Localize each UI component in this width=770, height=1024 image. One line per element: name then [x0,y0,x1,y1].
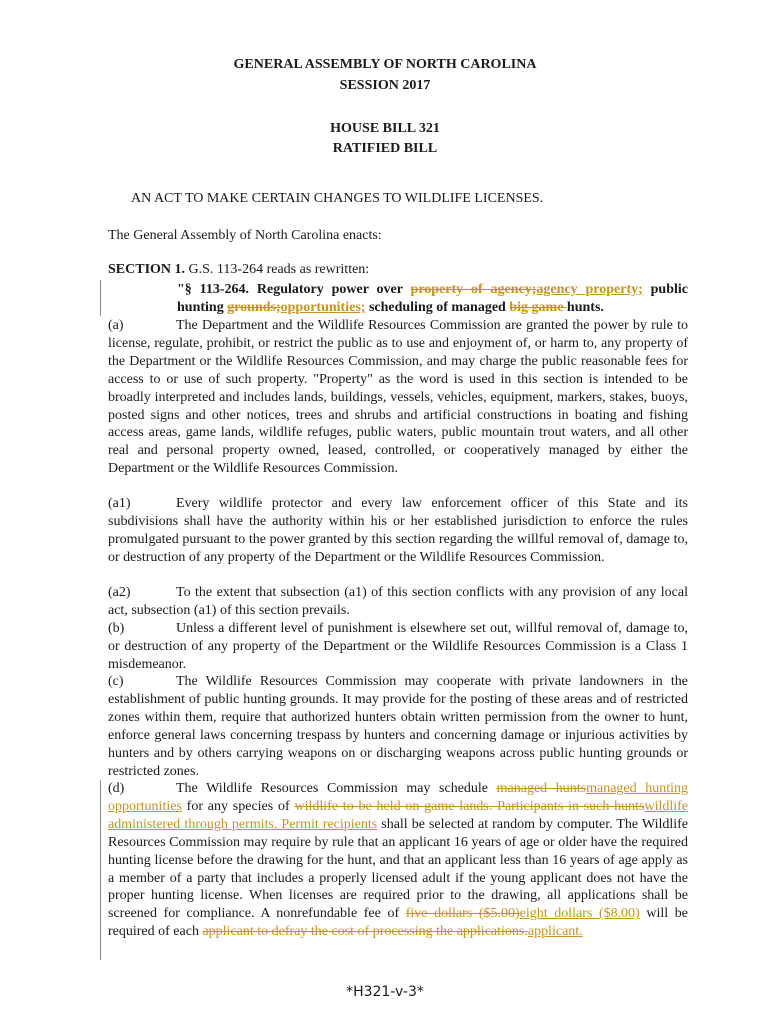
deleted-text: five dollars ($5.00) [405,906,520,922]
subsection-a1 [108,495,688,567]
subsection-text: Unless a different level of punishment is elsewhere set out, willful removal of, damage to, or destruction of any property of the Department or the Wildlife Resources Commission is a Class 1 misdemeanor. [108,621,688,672]
subsection-b [108,620,688,674]
inserted-text: wildlife administered through permits. Permit recipients [108,798,688,832]
document-footer-code: *H321-v-3* [346,984,424,1000]
bill-status: RATIFIED BILL [332,141,438,156]
section-1-intro [108,262,369,278]
subsection-label: (a2) [108,585,131,600]
subsection-label: (c) [108,674,124,689]
deleted-text: managed hunts [496,781,587,796]
section-intro-text: G.S. 113-264 reads as rewritten: [185,262,370,277]
deleted-text: property of agency; [410,282,537,297]
enacting-clause: The General Assembly of North Carolina enacts: [108,228,382,243]
subsection-a [108,317,688,478]
subsection-text: The Wildlife Resources Commission may cooperate with private landowners in the establishment of public hunting grounds. It may provide for the posting of these areas and of restricted zones within them, require that authorized hunters obtain written permission from the owner to hunt, enforce general laws concerning trespass by hunters and concerning damage or injurious activities by hunters and by others carrying weapons on or discharging weapons across public hunting grounds or restricted zones. [108,674,688,779]
inserted-text: opportunities; [280,300,366,315]
session-title: SESSION 2017 [339,78,431,93]
subsection-c [108,673,688,780]
subsection-text: To the extent that subsection (a1) of this section conflicts with any provision of any local act, subsection (a1) of this section prevails. [108,585,688,618]
inserted-text: applicant. [527,924,583,940]
act-title: AN ACT TO MAKE CERTAIN CHANGES TO WILDLIFE LICENSES. [131,191,544,206]
section-label: SECTION 1. [108,262,186,277]
inserted-text: agency property; [536,282,643,297]
inserted-text: eight dollars ($8.00) [519,906,640,922]
statute-heading: "§ 113-264. Regulatory power over property of agency;agency property; public hunting grounds;opportunities; scheduling of managed big game hunts. [177,282,688,315]
deleted-text: big game [509,300,567,315]
subsection-label: (a1) [108,496,131,511]
assembly-title: GENERAL ASSEMBLY OF NORTH CAROLINA [233,57,537,72]
subsection-label: (d) [108,781,125,796]
inserted-text: managed hunting opportunities [108,781,689,814]
change-bar [100,280,101,316]
subsection-a2 [108,584,688,620]
subsection-label: (b) [108,621,125,636]
subsection-text: The Department and the Wildlife Resources Commission are granted the power by rule to license, regulate, prohibit, or restrict the public as to use and enjoyment of, or harm to, any property of the Department or the Wildlife Resources Commission, and may charge the public reasonable fees for access to or use of such property. "Property" as the word is used in this section is intended to be broadly interpreted and includes lands, buildings, vessels, vehicles, equipment, markers, stakes, buoys, posted signs and other notices, trees and shrubs and artificial constructions in boating and fishing access areas, game lands, wildlife refuges, public waters, public mountain trout waters, and all other real and personal property owned, leased, controlled, or cooperatively managed by either the Department or the Wildlife Resources Commission. [108,318,688,477]
deleted-text: wildlife to be held on game lands. Participants in such hunts [294,798,645,814]
subsection-d: (d) The Wildlife Resources Commission may schedule managed huntsmanaged hunting opportunities for any species of wildlife to be held on game lands. Participants in such huntswildlife administered through permits. Permit recipients shall be selected at random by computer. The Wildlife Resources Commission may require by rule that an applicant 16 years of age or older have the required hunting license before the drawing for the hunt, and that an applicant less than 16 years of age apply as a member of a party that includes a properly licensed adult if the young applicant does not have the proper hunting license. When licenses are required prior to the drawing, all applications shall be screened for compliance. A nonrefundable fee of five dollars ($5.00)eight dollars ($8.00) will be required of each applicant to defray the cost of processing the applications.applicant. [108,781,689,940]
subsection-text: Every wildlife protector and every law enforcement officer of this State and its subdivisions shall have the authority within his or her established jurisdiction to enforce the rules promulgated pursuant to the power granted by this section regarding the willful removal of, damage to, or destruction of any property of the Department or the Wildlife Resources Commission. [108,496,688,565]
subsection-label: (a) [108,318,124,333]
change-bar [100,780,101,960]
bill-number: HOUSE BILL 321 [330,121,440,136]
deleted-text: applicant to defray the cost of processing the applications. [202,924,528,940]
deleted-text: grounds; [227,300,281,315]
